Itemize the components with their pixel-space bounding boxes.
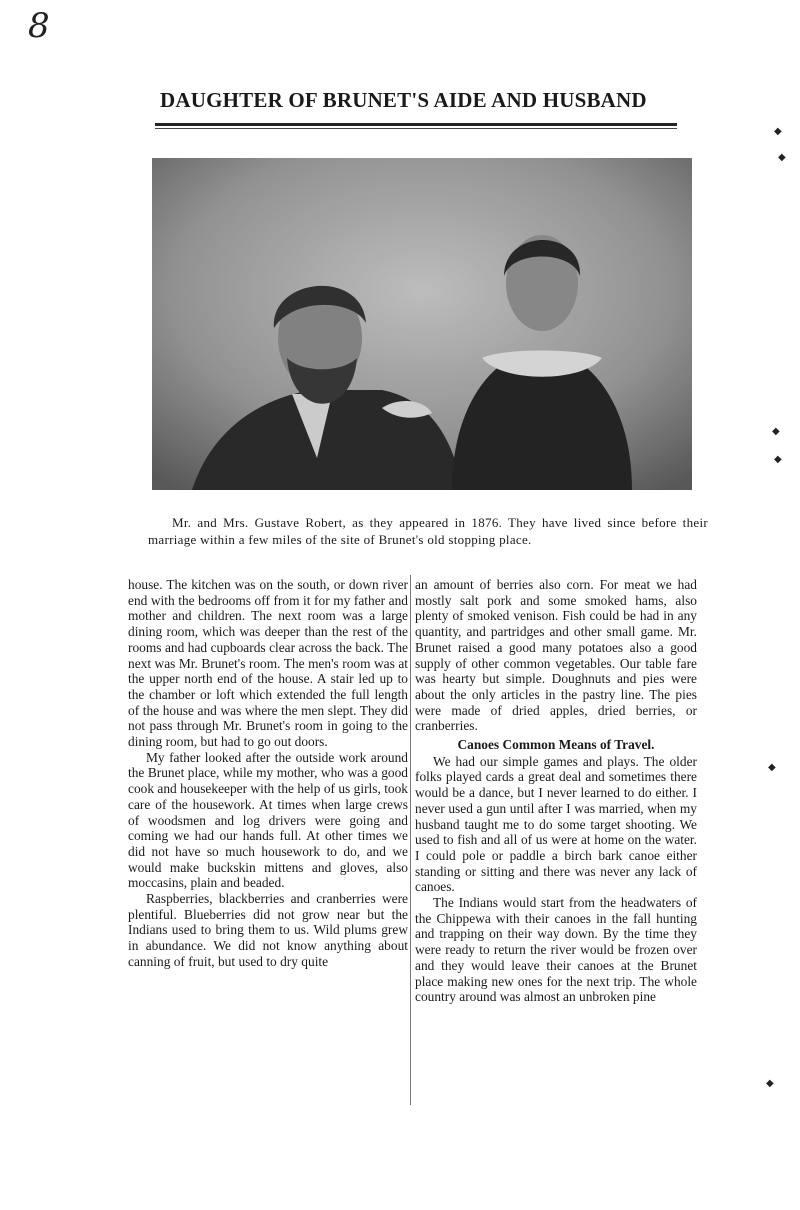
margin-dot: ◆ — [768, 762, 776, 773]
photo-caption: Mr. and Mrs. Gustave Robert, as they appeared in 1876. They have lived since before their marriage within a few miles of the site of Brunet's old stopping place. — [148, 515, 708, 547]
headline-rule — [155, 123, 677, 126]
paragraph: an amount of berries also corn. For meat we had mostly salt pork and some smoked hams, also plenty of smoked venison. Fish could be had in any quantity, and partridges and other small game. Mr. Brunet raised a good many potatoes also a good supply of other common vegetables. Our table fare was hearty but simple. Doughnuts and pies were about the only articles in the pastry line. The pies were made of dried apples, dried berries, or cranberries. — [415, 577, 697, 734]
page-number: 8 — [28, 6, 50, 46]
photo-drawing — [152, 158, 692, 490]
margin-dot: ◆ — [772, 426, 780, 437]
paragraph: Raspberries, blackberries and cranberries were plentiful. Blueberries did not grow near but the Indians used to bring them to us. Wild plums grew in abundance. We did not know anything about canning of fruit, but used to dry quite — [128, 891, 408, 969]
margin-dot: ◆ — [774, 126, 782, 137]
article-column-left — [128, 577, 408, 970]
paragraph: house. The kitchen was on the south, or down river end with the bedrooms off from it for my father and mother and children. The next room was a large dining room, which was deeper than the rest of the rooms and had cupboards clear across the back. The next was Mr. Brunet's room. The men's room was at the upper north end of the house. A stair led up to the chamber or loft which extended the full length of the house and was where the men slept. They did not pass through Mr. Brunet's room in going to the dining room, but had to go out doors. — [128, 577, 408, 750]
headline-rule-thin — [155, 128, 677, 129]
column-divider — [410, 575, 411, 1105]
margin-dot: ◆ — [774, 454, 782, 465]
portrait-photograph-icon — [152, 158, 692, 490]
paragraph: The Indians would start from the headwaters of the Chippewa with their canoes in the fall hunting and trapping on their way down. By the time they were ready to return the river would be frozen over and they would leave their canoes at the Brunet place making new ones for the next trip. The whole country around was almost an unbroken pine — [415, 895, 697, 1005]
paragraph: My father looked after the outside work around the Brunet place, while my mother, who was a good cook and housekeeper with the help of us girls, took care of the housework. At times when large crews of woodsmen and log drivers were going and coming we had our hands full. At other times we did not have so much housework to do, and we would make buckskin mittens and gloves, also moccasins, plain and beaded. — [128, 749, 408, 891]
headline: DAUGHTER OF BRUNET'S AIDE AND HUSBAND — [160, 88, 647, 112]
subheading: Canoes Common Means of Travel. — [457, 737, 655, 753]
margin-dot: ◆ — [766, 1078, 774, 1089]
margin-dot: ◆ — [778, 152, 786, 163]
article-column-right — [415, 577, 697, 1005]
paragraph: We had our simple games and plays. The older folks played cards a great deal and sometimes there would be a dance, but I never learned to do either. I never used a gun until after I was married, when my husband taught me to do some target shooting. We used to fish and all of us were at home on the water. I could pole or paddle a birch bark canoe either standing or sitting and there was never any lack of canoes. — [415, 753, 697, 895]
